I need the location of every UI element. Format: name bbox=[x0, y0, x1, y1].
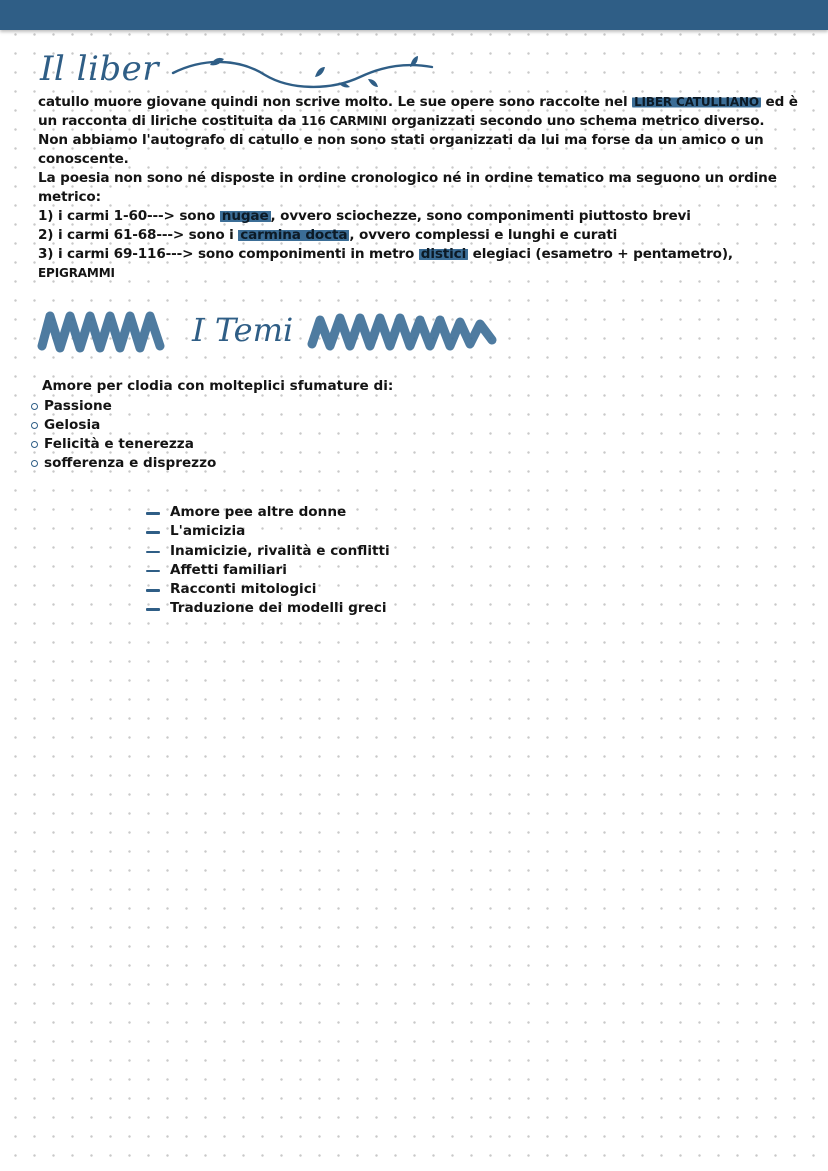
highlight-carmina-docta: carmina docta bbox=[240, 227, 348, 243]
list-item: Amore pee altre donne bbox=[146, 503, 390, 522]
text-fragment: ed è un racconta di liriche costituita da bbox=[38, 94, 798, 129]
list-item: L'amicizia bbox=[146, 522, 390, 541]
list-item-carmi-61-68 bbox=[38, 226, 813, 245]
paragraph-autografo: Non abbiamo l'autografo di catullo e non sono stati organizzati da lui ma forse da un amico o un conoscente. bbox=[38, 132, 764, 167]
text-fragment: catullo muore giovane quindi non scrive molto. Le sue opere sono raccolte nel bbox=[38, 94, 628, 110]
top-banner bbox=[0, 0, 828, 30]
section-title-liber: Il liber bbox=[40, 49, 159, 89]
list-item-carmi-69-116 bbox=[38, 245, 813, 283]
paragraph-ordine: La poesia non sono né disposte in ordine cronologico né in ordine tematico ma seguono un ordine metrico: bbox=[38, 170, 777, 205]
text-fragment: , ovvero complessi e lunghi e curati bbox=[349, 227, 618, 243]
text-fragment: 3) i carmi 69-116---> sono componimenti in metro bbox=[38, 246, 415, 262]
scribble-right-icon bbox=[306, 306, 502, 356]
highlight-liber-catulliano: LIBER CATULLIANO bbox=[634, 95, 759, 109]
highlight-distici: distici bbox=[420, 246, 467, 262]
scribble-left-icon bbox=[36, 306, 168, 356]
text-fragment: organizzati secondo uno schema metrico diverso. bbox=[391, 113, 765, 129]
list-item: sofferenza e disprezzo bbox=[30, 454, 216, 473]
list-item: Affetti familiari bbox=[146, 561, 390, 580]
list-item: Racconti mitologici bbox=[146, 580, 390, 599]
list-item: Felicità e tenerezza bbox=[30, 435, 216, 454]
section-title-temi: I Temi bbox=[192, 311, 294, 349]
list-item: Passione bbox=[30, 397, 216, 416]
highlight-nugae: nugae bbox=[221, 208, 269, 224]
text-116-carmini: 116 CARMINI bbox=[300, 114, 387, 128]
dash-list-temi bbox=[146, 503, 390, 619]
list-item: Inamicizie, rivalità e conflitti bbox=[146, 542, 390, 561]
temi-intro: Amore per clodia con molteplici sfumature di: bbox=[42, 378, 394, 394]
list-item-carmi-1-60 bbox=[38, 207, 813, 226]
text-fragment: 2) i carmi 61-68---> sono i bbox=[38, 227, 234, 243]
list-item: Traduzione dei modelli greci bbox=[146, 599, 390, 618]
text-fragment: elegiaci (esametro + pentametro), bbox=[472, 246, 733, 262]
text-epigrammi: EPIGRAMMI bbox=[38, 266, 115, 280]
paragraph-liber bbox=[38, 93, 813, 131]
text-fragment: , ovvero sciochezze, sono componimenti piuttosto brevi bbox=[270, 208, 691, 224]
liber-description bbox=[38, 93, 813, 283]
vine-decoration-icon bbox=[170, 55, 435, 95]
list-item: Gelosia bbox=[30, 416, 216, 435]
text-fragment: 1) i carmi 1-60---> sono bbox=[38, 208, 216, 224]
bullet-list-sfumature bbox=[30, 397, 216, 473]
